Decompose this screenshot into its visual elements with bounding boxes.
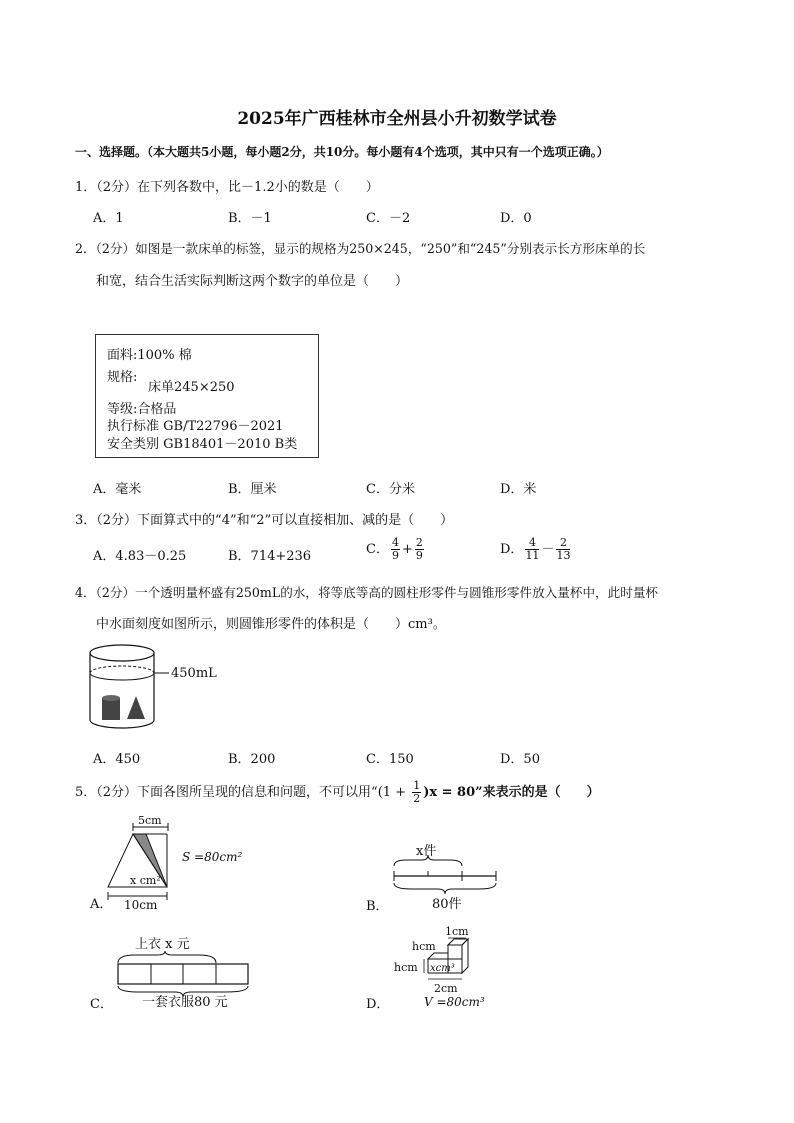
figure-c-bottom-label: 一套衣服80 元 bbox=[142, 995, 228, 1010]
q3-option-c-letter: C． bbox=[366, 542, 389, 557]
top-brace bbox=[394, 855, 462, 866]
figure-a-bottom-label: 10cm bbox=[124, 898, 158, 912]
water-surface-back bbox=[90, 666, 154, 673]
question-4-stem-line2: 中水面刻度如图所示，则圆锥形零件的体积是（ ）cm³。 bbox=[96, 617, 446, 632]
figure-d-label-2cm: 2cm bbox=[434, 982, 458, 995]
figure-a-letter: A． bbox=[90, 897, 113, 912]
cone-part bbox=[127, 696, 145, 719]
figure-d-cubes bbox=[366, 922, 516, 1012]
bottom-brace bbox=[394, 883, 496, 894]
paper-title: 2025年广西桂林市全州县小升初数学试卷 bbox=[237, 109, 557, 129]
fraction bbox=[391, 537, 400, 562]
figure-c-top-label: 上衣 x 元 bbox=[135, 937, 190, 952]
operator: + bbox=[401, 542, 413, 557]
fraction-denominator: 9 bbox=[415, 549, 423, 562]
cup-rim bbox=[90, 645, 154, 661]
fraction bbox=[556, 537, 570, 562]
figure-c-bar-model bbox=[90, 930, 270, 1014]
q3-option-a: A．4.83－0.25 bbox=[93, 549, 187, 564]
q1-option-d: D．0 bbox=[500, 211, 532, 226]
cube-upper-front bbox=[448, 945, 462, 959]
q2-option-d: D．米 bbox=[500, 482, 537, 497]
q4-option-c: C．150 bbox=[366, 752, 414, 767]
q1-option-a: A．1 bbox=[93, 211, 124, 226]
fraction-numerator: 4 bbox=[391, 536, 399, 549]
q2-option-a: A．毫米 bbox=[93, 482, 142, 497]
fraction bbox=[525, 537, 539, 562]
q5-stem-prefix: 5．（2分）下面各图所呈现的信息和问题，不可以用“(1 + bbox=[75, 785, 411, 800]
label-safety: 安全类别 GB18401－2010 B类 bbox=[107, 437, 298, 452]
top-brace bbox=[118, 951, 216, 963]
q2-option-c: C．分米 bbox=[366, 482, 415, 497]
cup-scale-label: 450mL bbox=[171, 666, 217, 681]
figure-a-inner-label: x cm² bbox=[130, 874, 161, 887]
question-2-stem-line2: 和宽，结合生活实际判断这两个数字的单位是（ ） bbox=[96, 274, 409, 289]
q4-option-a: A．450 bbox=[93, 752, 141, 767]
fraction-denominator: 9 bbox=[391, 549, 399, 562]
q4-option-b: B．200 bbox=[228, 752, 276, 767]
figure-d-label-1cm: 1cm bbox=[445, 925, 469, 938]
figure-b-segment bbox=[366, 838, 516, 914]
cup-bottom bbox=[90, 720, 154, 728]
fraction bbox=[412, 780, 421, 805]
question-4-stem-line1: 4．（2分）一个透明量杯盛有250mL的水，将等底等高的圆柱形零件与圆锥形零件放入量杯中，此时量杯 bbox=[75, 585, 659, 600]
figure-d-letter: D． bbox=[366, 997, 390, 1012]
bedsheet-label-figure bbox=[95, 334, 319, 458]
q3-option-d bbox=[500, 537, 572, 562]
cylinder-part bbox=[102, 698, 120, 720]
figure-d-label-v: V =80cm³ bbox=[424, 995, 485, 1009]
fraction bbox=[415, 537, 424, 562]
fraction-denominator: 13 bbox=[556, 549, 571, 562]
label-standard: 执行标准 GB/T22796－2021 bbox=[107, 419, 284, 434]
section-heading: 一、选择题。（本大题共5小题，每小题2分，共10分。每小题有4个选项，其中只有一个选项正确。） bbox=[75, 145, 609, 159]
figure-d-label-volume: xcm³ bbox=[430, 963, 455, 974]
label-grade: 等级:合格品 bbox=[107, 402, 177, 417]
fraction-numerator: 4 bbox=[525, 537, 539, 550]
operator: － bbox=[541, 542, 555, 557]
figure-c-letter: C． bbox=[90, 997, 113, 1012]
fraction-numerator: 2 bbox=[556, 537, 570, 550]
figure-b-top-label: x件 bbox=[416, 844, 437, 859]
question-2-stem-line1: 2．（2分）如图是一款床单的标签，显示的规格为250×245，“250”和“245”分别表示长方形床单的长 bbox=[75, 241, 646, 256]
figure-a-area-label: S =80cm² bbox=[182, 850, 243, 864]
q3-option-d-letter: D． bbox=[500, 542, 524, 557]
fraction-denominator: 11 bbox=[525, 549, 540, 562]
q3-option-b: B．714+236 bbox=[228, 549, 312, 564]
figure-a-top-label: 5cm bbox=[138, 814, 162, 827]
figure-d-label-h2: hcm bbox=[394, 961, 418, 974]
q1-option-b: B．－1 bbox=[228, 211, 272, 226]
q3-option-c bbox=[366, 537, 426, 562]
question-3-stem: 3．（2分）下面算式中的“4”和“2”可以直接相加、减的是（ ） bbox=[75, 513, 454, 528]
q4-option-d: D．50 bbox=[500, 752, 540, 767]
question-5-stem bbox=[75, 780, 600, 805]
q2-option-b: B．厘米 bbox=[228, 482, 277, 497]
label-spec: 规格: bbox=[107, 370, 138, 385]
label-fabric: 面料:100% 棉 bbox=[107, 348, 192, 363]
q5-stem-suffix: )x = 80”来表示的是（ ） bbox=[423, 785, 600, 800]
fraction-numerator: 1 bbox=[413, 779, 421, 792]
fraction-denominator: 2 bbox=[413, 792, 421, 805]
label-spec-value: 床单245×250 bbox=[148, 380, 235, 395]
figure-a-triangle bbox=[90, 814, 270, 912]
measuring-cup-figure bbox=[84, 640, 234, 734]
figure-d-label-h1: hcm bbox=[412, 940, 436, 953]
cube-lower-top bbox=[428, 953, 448, 959]
figure-b-bottom-label: 80件 bbox=[432, 897, 462, 912]
water-surface-front bbox=[90, 673, 154, 680]
cylinder-top bbox=[102, 695, 120, 701]
question-1-stem: 1．（2分）在下列各数中，比－1.2小的数是（ ） bbox=[75, 180, 379, 195]
q1-option-c: C．－2 bbox=[366, 211, 411, 226]
fraction-numerator: 2 bbox=[415, 536, 423, 549]
figure-b-letter: B． bbox=[366, 899, 389, 914]
cube-side-face bbox=[462, 939, 468, 973]
